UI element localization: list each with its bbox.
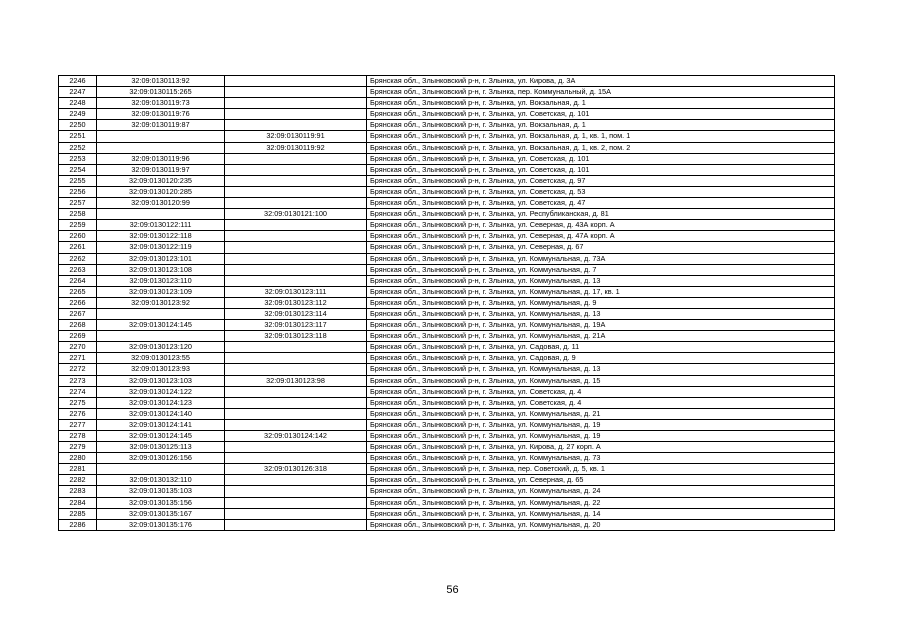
- cadastral-number-cell: 32:09:0130120:99: [97, 198, 225, 209]
- row-number-cell: 2281: [59, 464, 97, 475]
- row-number-cell: 2268: [59, 320, 97, 331]
- table-row: [59, 142, 835, 153]
- row-number-cell: 2267: [59, 308, 97, 319]
- cadastral-number-cell: 32:09:0130124:122: [97, 386, 225, 397]
- related-cadastral-number-cell: [225, 87, 367, 98]
- related-cadastral-number-cell: 32:09:0130121:100: [225, 209, 367, 220]
- cadastral-number-cell: 32:09:0130135:176: [97, 519, 225, 530]
- address-cell: Брянская обл., Злынковский р-н, г. Злынка, ул. Садовая, д. 9: [367, 353, 835, 364]
- address-cell: Брянская обл., Злынковский р-н, г. Злынка, ул. Коммунальная, д. 22: [367, 497, 835, 508]
- row-number-cell: 2277: [59, 419, 97, 430]
- cadastral-number-cell: 32:09:0130115:265: [97, 87, 225, 98]
- related-cadastral-number-cell: 32:09:0130123:117: [225, 320, 367, 331]
- table-row: [59, 519, 835, 530]
- related-cadastral-number-cell: 32:09:0130123:118: [225, 331, 367, 342]
- address-cell: Брянская обл., Злынковский р-н, г. Злынка, ул. Советская, д. 101: [367, 164, 835, 175]
- table-row: [59, 442, 835, 453]
- cadastral-number-cell: [97, 308, 225, 319]
- row-number-cell: 2273: [59, 375, 97, 386]
- table-row: [59, 87, 835, 98]
- row-number-cell: 2254: [59, 164, 97, 175]
- related-cadastral-number-cell: [225, 342, 367, 353]
- related-cadastral-number-cell: 32:09:0130123:111: [225, 286, 367, 297]
- table-row: [59, 109, 835, 120]
- address-cell: Брянская обл., Злынковский р-н, г. Злынка, ул. Коммунальная, д. 13: [367, 364, 835, 375]
- related-cadastral-number-cell: [225, 253, 367, 264]
- cadastral-number-cell: [97, 209, 225, 220]
- row-number-cell: 2278: [59, 431, 97, 442]
- cadastral-number-cell: 32:09:0130124:145: [97, 320, 225, 331]
- row-number-cell: 2247: [59, 87, 97, 98]
- cadastral-number-cell: 32:09:0130123:93: [97, 364, 225, 375]
- address-cell: Брянская обл., Злынковский р-н, г. Злынка, ул. Кирова, д. 3А: [367, 76, 835, 87]
- table-row: [59, 242, 835, 253]
- row-number-cell: 2261: [59, 242, 97, 253]
- table-row: [59, 353, 835, 364]
- address-cell: Брянская обл., Злынковский р-н, г. Злынка, ул. Вокзальная, д. 1, кв. 1, пом. 1: [367, 131, 835, 142]
- related-cadastral-number-cell: [225, 242, 367, 253]
- cadastral-number-cell: 32:09:0130124:123: [97, 397, 225, 408]
- address-cell: Брянская обл., Злынковский р-н, г. Злынка, пер. Советский, д. 5, кв. 1: [367, 464, 835, 475]
- related-cadastral-number-cell: [225, 442, 367, 453]
- address-cell: Брянская обл., Злынковский р-н, г. Злынка, ул. Коммунальная, д. 9: [367, 297, 835, 308]
- cadastral-number-cell: 32:09:0130119:87: [97, 120, 225, 131]
- cadastral-number-cell: 32:09:0130123:101: [97, 253, 225, 264]
- table-row: [59, 364, 835, 375]
- row-number-cell: 2282: [59, 475, 97, 486]
- table-row: [59, 397, 835, 408]
- row-number-cell: 2246: [59, 76, 97, 87]
- row-number-cell: 2285: [59, 508, 97, 519]
- related-cadastral-number-cell: [225, 508, 367, 519]
- row-number-cell: 2272: [59, 364, 97, 375]
- table-row: [59, 120, 835, 131]
- related-cadastral-number-cell: [225, 486, 367, 497]
- page-number: 56: [446, 584, 459, 596]
- address-cell: Брянская обл., Злынковский р-н, г. Злынка, ул. Советская, д. 53: [367, 186, 835, 197]
- address-cell: Брянская обл., Злынковский р-н, г. Злынка, ул. Советская, д. 4: [367, 386, 835, 397]
- address-cell: Брянская обл., Злынковский р-н, г. Злынка, ул. Коммунальная, д. 13: [367, 275, 835, 286]
- address-cell: Брянская обл., Злынковский р-н, г. Злынка, ул. Вокзальная, д. 1, кв. 2, пом. 2: [367, 142, 835, 153]
- table-row: [59, 308, 835, 319]
- table-row: [59, 275, 835, 286]
- row-number-cell: 2250: [59, 120, 97, 131]
- related-cadastral-number-cell: [225, 231, 367, 242]
- related-cadastral-number-cell: [225, 386, 367, 397]
- address-cell: Брянская обл., Злынковский р-н, г. Злынка, ул. Коммунальная, д. 19: [367, 419, 835, 430]
- cadastral-number-cell: 32:09:0130124:141: [97, 419, 225, 430]
- address-cell: Брянская обл., Злынковский р-н, г. Злынка, пер. Коммунальный, д. 15А: [367, 87, 835, 98]
- row-number-cell: 2275: [59, 397, 97, 408]
- row-number-cell: 2266: [59, 297, 97, 308]
- address-cell: Брянская обл., Злынковский р-н, г. Злынка, ул. Коммунальная, д. 73А: [367, 253, 835, 264]
- cadastral-number-cell: 32:09:0130123:103: [97, 375, 225, 386]
- row-number-cell: 2256: [59, 186, 97, 197]
- cadastral-number-cell: 32:09:0130124:140: [97, 408, 225, 419]
- table-row: [59, 320, 835, 331]
- table-row: [59, 297, 835, 308]
- cadastral-number-cell: 32:09:0130125:113: [97, 442, 225, 453]
- table-row: [59, 131, 835, 142]
- cadastral-number-cell: 32:09:0130119:97: [97, 164, 225, 175]
- address-cell: Брянская обл., Злынковский р-н, г. Злынка, ул. Коммунальная, д. 21: [367, 408, 835, 419]
- related-cadastral-number-cell: [225, 98, 367, 109]
- related-cadastral-number-cell: 32:09:0130119:91: [225, 131, 367, 142]
- row-number-cell: 2251: [59, 131, 97, 142]
- registry-table-body: [59, 76, 835, 531]
- row-number-cell: 2257: [59, 198, 97, 209]
- address-cell: Брянская обл., Злынковский р-н, г. Злынка, ул. Вокзальная, д. 1: [367, 120, 835, 131]
- address-cell: Брянская обл., Злынковский р-н, г. Злынка, ул. Коммунальная, д. 15: [367, 375, 835, 386]
- table-row: [59, 419, 835, 430]
- related-cadastral-number-cell: [225, 264, 367, 275]
- cadastral-number-cell: 32:09:0130135:167: [97, 508, 225, 519]
- table-row: [59, 98, 835, 109]
- cadastral-number-cell: 32:09:0130122:118: [97, 231, 225, 242]
- address-cell: Брянская обл., Злынковский р-н, г. Злынка, ул. Советская, д. 47: [367, 198, 835, 209]
- cadastral-number-cell: 32:09:0130119:73: [97, 98, 225, 109]
- row-number-cell: 2265: [59, 286, 97, 297]
- cadastral-number-cell: 32:09:0130123:92: [97, 297, 225, 308]
- cadastral-number-cell: 32:09:0130123:55: [97, 353, 225, 364]
- address-cell: Брянская обл., Злынковский р-н, г. Злынка, ул. Коммунальная, д. 21А: [367, 331, 835, 342]
- related-cadastral-number-cell: 32:09:0130124:142: [225, 431, 367, 442]
- table-row: [59, 76, 835, 87]
- table-row: [59, 431, 835, 442]
- related-cadastral-number-cell: [225, 186, 367, 197]
- row-number-cell: 2249: [59, 109, 97, 120]
- table-row: [59, 453, 835, 464]
- related-cadastral-number-cell: [225, 76, 367, 87]
- registry-table: [58, 75, 835, 531]
- address-cell: Брянская обл., Злынковский р-н, г. Злынка, ул. Коммунальная, д. 19: [367, 431, 835, 442]
- row-number-cell: 2262: [59, 253, 97, 264]
- address-cell: Брянская обл., Злынковский р-н, г. Злынка, ул. Коммунальная, д. 7: [367, 264, 835, 275]
- address-cell: Брянская обл., Злынковский р-н, г. Злынка, ул. Советская, д. 101: [367, 109, 835, 120]
- table-row: [59, 375, 835, 386]
- cadastral-number-cell: 32:09:0130119:96: [97, 153, 225, 164]
- table-row: [59, 386, 835, 397]
- address-cell: Брянская обл., Злынковский р-н, г. Злынка, ул. Садовая, д. 11: [367, 342, 835, 353]
- table-row: [59, 508, 835, 519]
- related-cadastral-number-cell: [225, 453, 367, 464]
- row-number-cell: 2270: [59, 342, 97, 353]
- cadastral-number-cell: 32:09:0130123:110: [97, 275, 225, 286]
- address-cell: Брянская обл., Злынковский р-н, г. Злынка, ул. Коммунальная, д. 73: [367, 453, 835, 464]
- cadastral-number-cell: [97, 464, 225, 475]
- row-number-cell: 2274: [59, 386, 97, 397]
- cadastral-number-cell: 32:09:0130122:111: [97, 220, 225, 231]
- row-number-cell: 2259: [59, 220, 97, 231]
- address-cell: Брянская обл., Злынковский р-н, г. Злынка, ул. Советская, д. 4: [367, 397, 835, 408]
- row-number-cell: 2264: [59, 275, 97, 286]
- cadastral-number-cell: 32:09:0130122:119: [97, 242, 225, 253]
- cadastral-number-cell: 32:09:0130123:108: [97, 264, 225, 275]
- related-cadastral-number-cell: [225, 397, 367, 408]
- related-cadastral-number-cell: [225, 408, 367, 419]
- address-cell: Брянская обл., Злынковский р-н, г. Злынка, ул. Северная, д. 43А корп. А: [367, 220, 835, 231]
- table-row: [59, 186, 835, 197]
- table-row: [59, 331, 835, 342]
- cadastral-number-cell: [97, 331, 225, 342]
- cadastral-number-cell: 32:09:0130123:120: [97, 342, 225, 353]
- row-number-cell: 2284: [59, 497, 97, 508]
- related-cadastral-number-cell: [225, 497, 367, 508]
- row-number-cell: 2271: [59, 353, 97, 364]
- table-row: [59, 342, 835, 353]
- cadastral-number-cell: 32:09:0130135:103: [97, 486, 225, 497]
- row-number-cell: 2276: [59, 408, 97, 419]
- address-cell: Брянская обл., Злынковский р-н, г. Злынка, ул. Северная, д. 67: [367, 242, 835, 253]
- table-row: [59, 220, 835, 231]
- related-cadastral-number-cell: [225, 164, 367, 175]
- related-cadastral-number-cell: 32:09:0130119:92: [225, 142, 367, 153]
- related-cadastral-number-cell: 32:09:0130123:114: [225, 308, 367, 319]
- row-number-cell: 2258: [59, 209, 97, 220]
- related-cadastral-number-cell: [225, 109, 367, 120]
- table-row: [59, 153, 835, 164]
- row-number-cell: 2255: [59, 175, 97, 186]
- row-number-cell: 2253: [59, 153, 97, 164]
- table-row: [59, 164, 835, 175]
- related-cadastral-number-cell: 32:09:0130123:112: [225, 297, 367, 308]
- address-cell: Брянская обл., Злынковский р-н, г. Злынка, ул. Коммунальная, д. 20: [367, 519, 835, 530]
- cadastral-number-cell: 32:09:0130120:235: [97, 175, 225, 186]
- row-number-cell: 2263: [59, 264, 97, 275]
- cadastral-number-cell: 32:09:0130123:109: [97, 286, 225, 297]
- related-cadastral-number-cell: [225, 153, 367, 164]
- address-cell: Брянская обл., Злынковский р-н, г. Злынка, ул. Коммунальная, д. 24: [367, 486, 835, 497]
- cadastral-number-cell: 32:09:0130113:92: [97, 76, 225, 87]
- related-cadastral-number-cell: 32:09:0130123:98: [225, 375, 367, 386]
- related-cadastral-number-cell: [225, 419, 367, 430]
- table-row: [59, 253, 835, 264]
- address-cell: Брянская обл., Злынковский р-н, г. Злынка, ул. Советская, д. 97: [367, 175, 835, 186]
- address-cell: Брянская обл., Злынковский р-н, г. Злынка, ул. Северная, д. 47А корп. А: [367, 231, 835, 242]
- table-row: [59, 175, 835, 186]
- cadastral-number-cell: 32:09:0130135:156: [97, 497, 225, 508]
- related-cadastral-number-cell: [225, 198, 367, 209]
- cadastral-number-cell: 32:09:0130119:76: [97, 109, 225, 120]
- table-row: [59, 231, 835, 242]
- table-row: [59, 464, 835, 475]
- table-row: [59, 198, 835, 209]
- table-row: [59, 408, 835, 419]
- cadastral-number-cell: 32:09:0130132:110: [97, 475, 225, 486]
- related-cadastral-number-cell: [225, 364, 367, 375]
- address-cell: Брянская обл., Злынковский р-н, г. Злынка, ул. Коммунальная, д. 17, кв. 1: [367, 286, 835, 297]
- row-number-cell: 2269: [59, 331, 97, 342]
- cadastral-number-cell: [97, 142, 225, 153]
- row-number-cell: 2280: [59, 453, 97, 464]
- row-number-cell: 2248: [59, 98, 97, 109]
- row-number-cell: 2252: [59, 142, 97, 153]
- address-cell: Брянская обл., Злынковский р-н, г. Злынка, ул. Коммунальная, д. 13: [367, 308, 835, 319]
- cadastral-number-cell: 32:09:0130126:156: [97, 453, 225, 464]
- table-row: [59, 475, 835, 486]
- related-cadastral-number-cell: [225, 519, 367, 530]
- cadastral-number-cell: 32:09:0130124:145: [97, 431, 225, 442]
- cadastral-number-cell: [97, 131, 225, 142]
- address-cell: Брянская обл., Злынковский р-н, г. Злынка, ул. Советская, д. 101: [367, 153, 835, 164]
- address-cell: Брянская обл., Злынковский р-н, г. Злынка, ул. Кирова, д. 27 корп. А: [367, 442, 835, 453]
- row-number-cell: 2286: [59, 519, 97, 530]
- row-number-cell: 2279: [59, 442, 97, 453]
- related-cadastral-number-cell: [225, 175, 367, 186]
- table-row: [59, 264, 835, 275]
- address-cell: Брянская обл., Злынковский р-н, г. Злынка, ул. Республиканская, д. 81: [367, 209, 835, 220]
- address-cell: Брянская обл., Злынковский р-н, г. Злынка, ул. Коммунальная, д. 14: [367, 508, 835, 519]
- related-cadastral-number-cell: [225, 120, 367, 131]
- related-cadastral-number-cell: [225, 475, 367, 486]
- cadastral-number-cell: 32:09:0130120:285: [97, 186, 225, 197]
- related-cadastral-number-cell: [225, 275, 367, 286]
- related-cadastral-number-cell: [225, 220, 367, 231]
- related-cadastral-number-cell: [225, 353, 367, 364]
- table-row: [59, 497, 835, 508]
- table-row: [59, 209, 835, 220]
- address-cell: Брянская обл., Злынковский р-н, г. Злынка, ул. Северная, д. 65: [367, 475, 835, 486]
- related-cadastral-number-cell: 32:09:0130126:318: [225, 464, 367, 475]
- table-row: [59, 486, 835, 497]
- address-cell: Брянская обл., Злынковский р-н, г. Злынка, ул. Коммунальная, д. 19А: [367, 320, 835, 331]
- address-cell: Брянская обл., Злынковский р-н, г. Злынка, ул. Вокзальная, д. 1: [367, 98, 835, 109]
- table-row: [59, 286, 835, 297]
- row-number-cell: 2260: [59, 231, 97, 242]
- row-number-cell: 2283: [59, 486, 97, 497]
